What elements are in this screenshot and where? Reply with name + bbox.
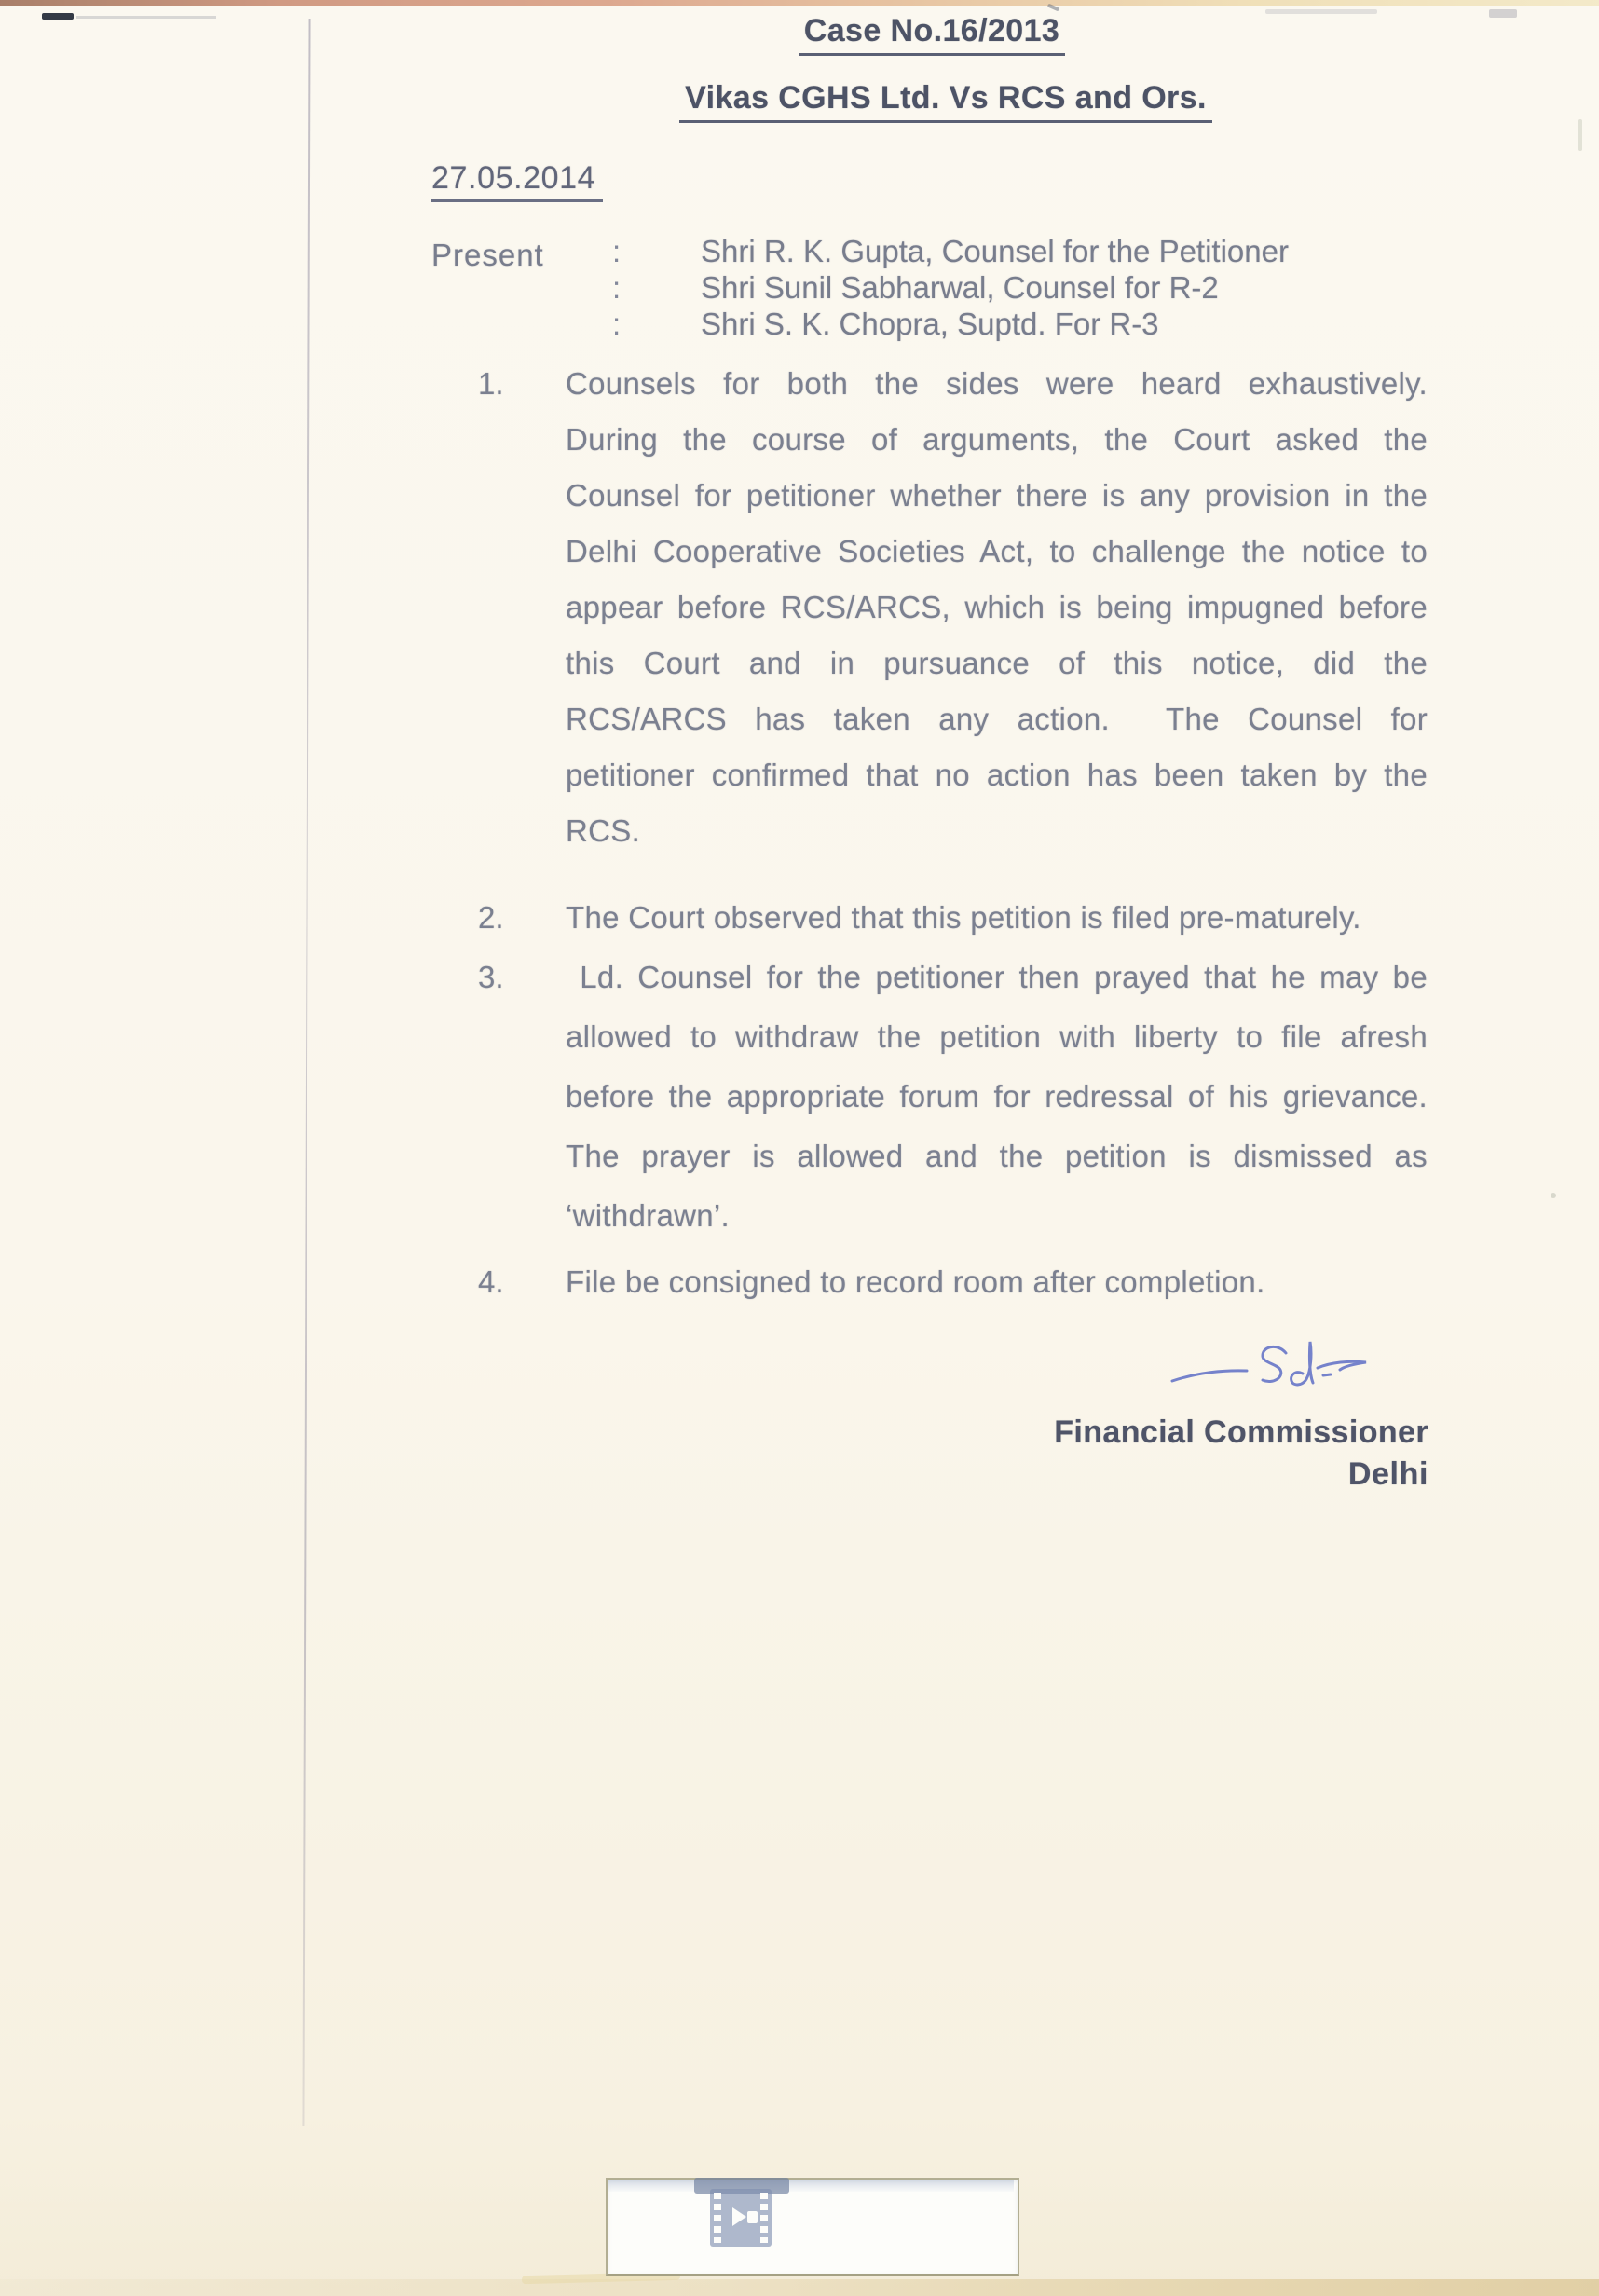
paragraph-body <box>566 900 1428 941</box>
media-placeholder-box <box>606 2178 1019 2276</box>
paragraph-line: Ld. Counsel for the petitioner then prayed that he may be <box>566 960 1428 994</box>
paragraph-line: appear before RCS/ARCS, which is being impugned before <box>566 590 1428 624</box>
present-entry: Shri S. K. Chopra, Suptd. For R-3 <box>701 307 1159 341</box>
paragraph-line: RCS. <box>566 813 641 848</box>
present-label: Present <box>431 238 544 272</box>
paragraph-line: The prayer is allowed and the petition is dismissed as <box>566 1139 1428 1173</box>
film-strip-icon <box>710 2189 772 2247</box>
present-entry: Shri Sunil Sabharwal, Counsel for R-2 <box>701 270 1219 305</box>
present-colon: : <box>612 270 622 305</box>
paragraph-body <box>566 1264 1428 1305</box>
present-colon: : <box>612 234 622 268</box>
paragraph-line: During the course of arguments, the Court asked the <box>566 422 1428 457</box>
signatory-block <box>930 1414 1428 1493</box>
signatory-title: Financial Commissioner <box>1054 1414 1428 1450</box>
paragraph-number: 4. <box>478 1264 504 1299</box>
film-frame-chip <box>747 2211 758 2223</box>
order-paragraph <box>478 366 1428 869</box>
signatory-place: Delhi <box>1347 1456 1428 1492</box>
paragraph-number: 3. <box>478 960 504 994</box>
paragraph-line: Counsels for both the sides were heard exhaustively. <box>566 366 1428 401</box>
paragraph-body <box>566 366 1428 869</box>
order-paragraph <box>478 1264 1428 1305</box>
paragraph-number: 1. <box>478 366 504 401</box>
film-sprocket-holes <box>760 2193 768 2243</box>
paragraph-line: ‘withdrawn’. <box>566 1198 730 1233</box>
signature-sd-handwriting <box>1167 1332 1446 1407</box>
present-entry: Shri R. K. Gupta, Counsel for the Petitioner <box>701 234 1289 268</box>
placeholder-top-band <box>608 2180 1014 2192</box>
paragraph-line: allowed to withdraw the petition with liberty to file afresh <box>566 1019 1428 1054</box>
case-number-text: Case No.16/2013 <box>799 13 1065 56</box>
play-icon <box>732 2207 746 2226</box>
paragraph-line: this Court and in pursuance of this notice, did the <box>566 646 1428 680</box>
present-colon: : <box>612 307 622 341</box>
paragraph-line: File be consigned to record room after completion. <box>566 1264 1265 1299</box>
paragraph-body <box>566 960 1428 1258</box>
film-sprocket-holes <box>714 2193 721 2243</box>
order-paragraph <box>478 960 1428 1258</box>
order-paragraph <box>478 900 1428 941</box>
paragraph-line: Delhi Cooperative Societies Act, to challenge the notice to <box>566 534 1428 568</box>
paragraph-line: Counsel for petitioner whether there is any provision in the <box>566 478 1428 512</box>
paragraph-line: before the appropriate forum for redressal of his grievance. <box>566 1079 1428 1114</box>
paragraph-line: RCS/ARCS has taken any action. The Counsel for <box>566 702 1428 736</box>
paragraph-line: petitioner confirmed that no action has been taken by the <box>566 758 1428 792</box>
paragraph-number: 2. <box>478 900 504 935</box>
order-date-text: 27.05.2014 <box>431 160 603 202</box>
case-title-text: Vikas CGHS Ltd. Vs RCS and Ors. <box>679 80 1212 123</box>
paragraph-line: The Court observed that this petition is filed pre-maturely. <box>566 900 1361 935</box>
